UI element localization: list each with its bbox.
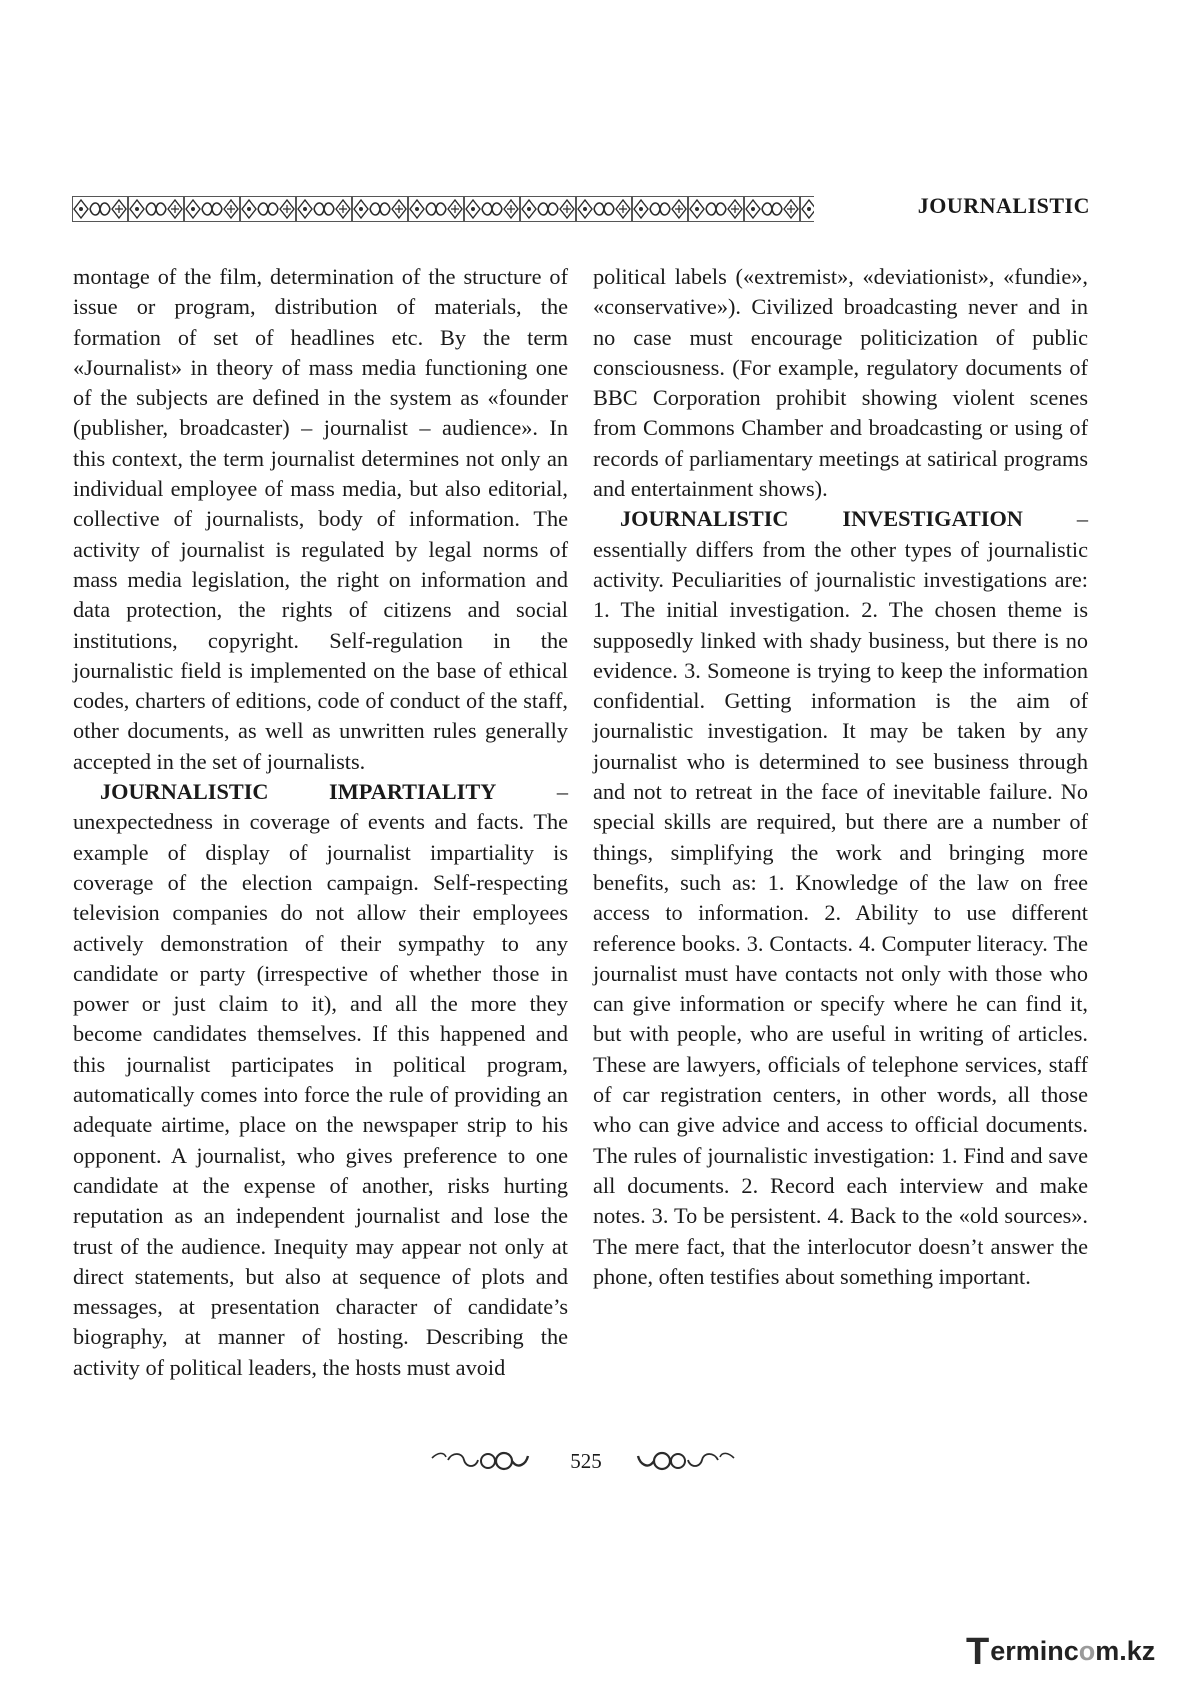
entry-text: – essentially differs from the other types of journalistic activity. Peculiarities of journalistic investigations are: 1. The initial investigation. 2. The chosen theme is supposedly linked with shady business, but there is no evidence. 3. Someone is trying to keep the information confidential. Getting information is the aim of journalistic investigation. It may be taken by any journalist who is determined to see business through and not to retreat in the face of inevitable failure. No special skills are required, but there are a number of things, simplifying the work and bringing more benefits, such as: 1. Knowledge of the law on free access to information. 2. Ability to use different reference books. 3. Contacts. 4. Computer literacy. The journalist must have contacts not only with those who can give information or specify where he can find it, but with people, who are useful in writing of articles. These are lawyers, officials of telephone services, staff of car registration centers, in other words, all those who can give advice and access to official documents. The rules of journalistic investigation: 1. Find and save all documents. 2. Record each interview and make notes. 3. To be persistent. 4. Back to the «old sources». The mere fact, that the interlocutor doesn’t answer the phone, often testifies about something important.	[593, 506, 1088, 1289]
term-heading: JOURNALISTIC IMPARTIALITY	[100, 779, 497, 805]
paragraph: montage of the film, determination of the structure of issue or program, distribution of materials, the formation of set of headlines etc. By the term «Journalist» in theory of mass media functioning one of the subjects are defined in the system as «founder (publisher, broadcaster) – journalist – audience». In this context, the term journalist determines not only an individual employee of mass media, but also editorial, collective of journalists, body of information. The activity of journalist is regulated by legal norms of mass media legislation, the right on information and data protection, the rights of citizens and social institutions, copyright. Self-regulation in the journalistic field is implemented on the base of ethical codes, charters of editions, code of conduct of the staff, other documents, as well as unwritten rules generally accepted in the set of journalists.	[73, 264, 568, 774]
running-head: JOURNALISTIC	[917, 193, 1090, 218]
watermark-o: o	[1078, 1636, 1096, 1666]
right-column	[593, 262, 1088, 1292]
entry-impartiality	[73, 777, 568, 1383]
page-number: 525	[570, 1449, 602, 1473]
paragraph: political labels («extremist», «deviationist», «fundie», «conservative»). Civilized broadcasting never and in no case must encourage politicization of public consciousness. (For example, regulatory documents of BBC Corporation prohibit showing violent scenes from Commons Chamber and broadcasting or using of records of parliamentary meetings at satirical programs and entertainment shows).	[593, 264, 1088, 502]
entry-text: – unexpectedness in coverage of events and facts. The example of display of journalist impartiality is coverage of the election campaign. Self-respecting television companies do not allow their employees actively demonstration of their sympathy to any candidate or party (irrespective of whether those in power or just claim to it), and all the more they become candidates themselves. If this happened and this journalist participates in political program, automatically comes into force the rule of providing an adequate airtime, place on the newspaper strip to his opponent. A journalist, who gives preference to one candidate at the expense of another, risks hurting reputation as an independent journalist and lose the trust of the audience. Inequity may appear not only at direct statements, but also at sequence of plots and messages, at presentation character of candidate’s biography, at manner of hosting. Describing the activity of political leaders, the hosts must avoid	[73, 779, 568, 1380]
entry-investigation	[593, 504, 1088, 1292]
left-column	[73, 262, 568, 1383]
term-heading: JOURNALISTIC INVESTIGATION	[620, 506, 1023, 532]
ornament-border	[72, 196, 814, 222]
left-flourish-icon	[430, 1448, 530, 1474]
page-footer	[430, 1446, 740, 1476]
watermark-text-1: erminc	[990, 1636, 1079, 1666]
page-header	[72, 192, 1090, 228]
watermark-text-2: m.kz	[1095, 1636, 1156, 1666]
right-flourish-icon	[636, 1448, 736, 1474]
site-watermark	[966, 1631, 1155, 1671]
watermark-t: T	[966, 1631, 990, 1673]
